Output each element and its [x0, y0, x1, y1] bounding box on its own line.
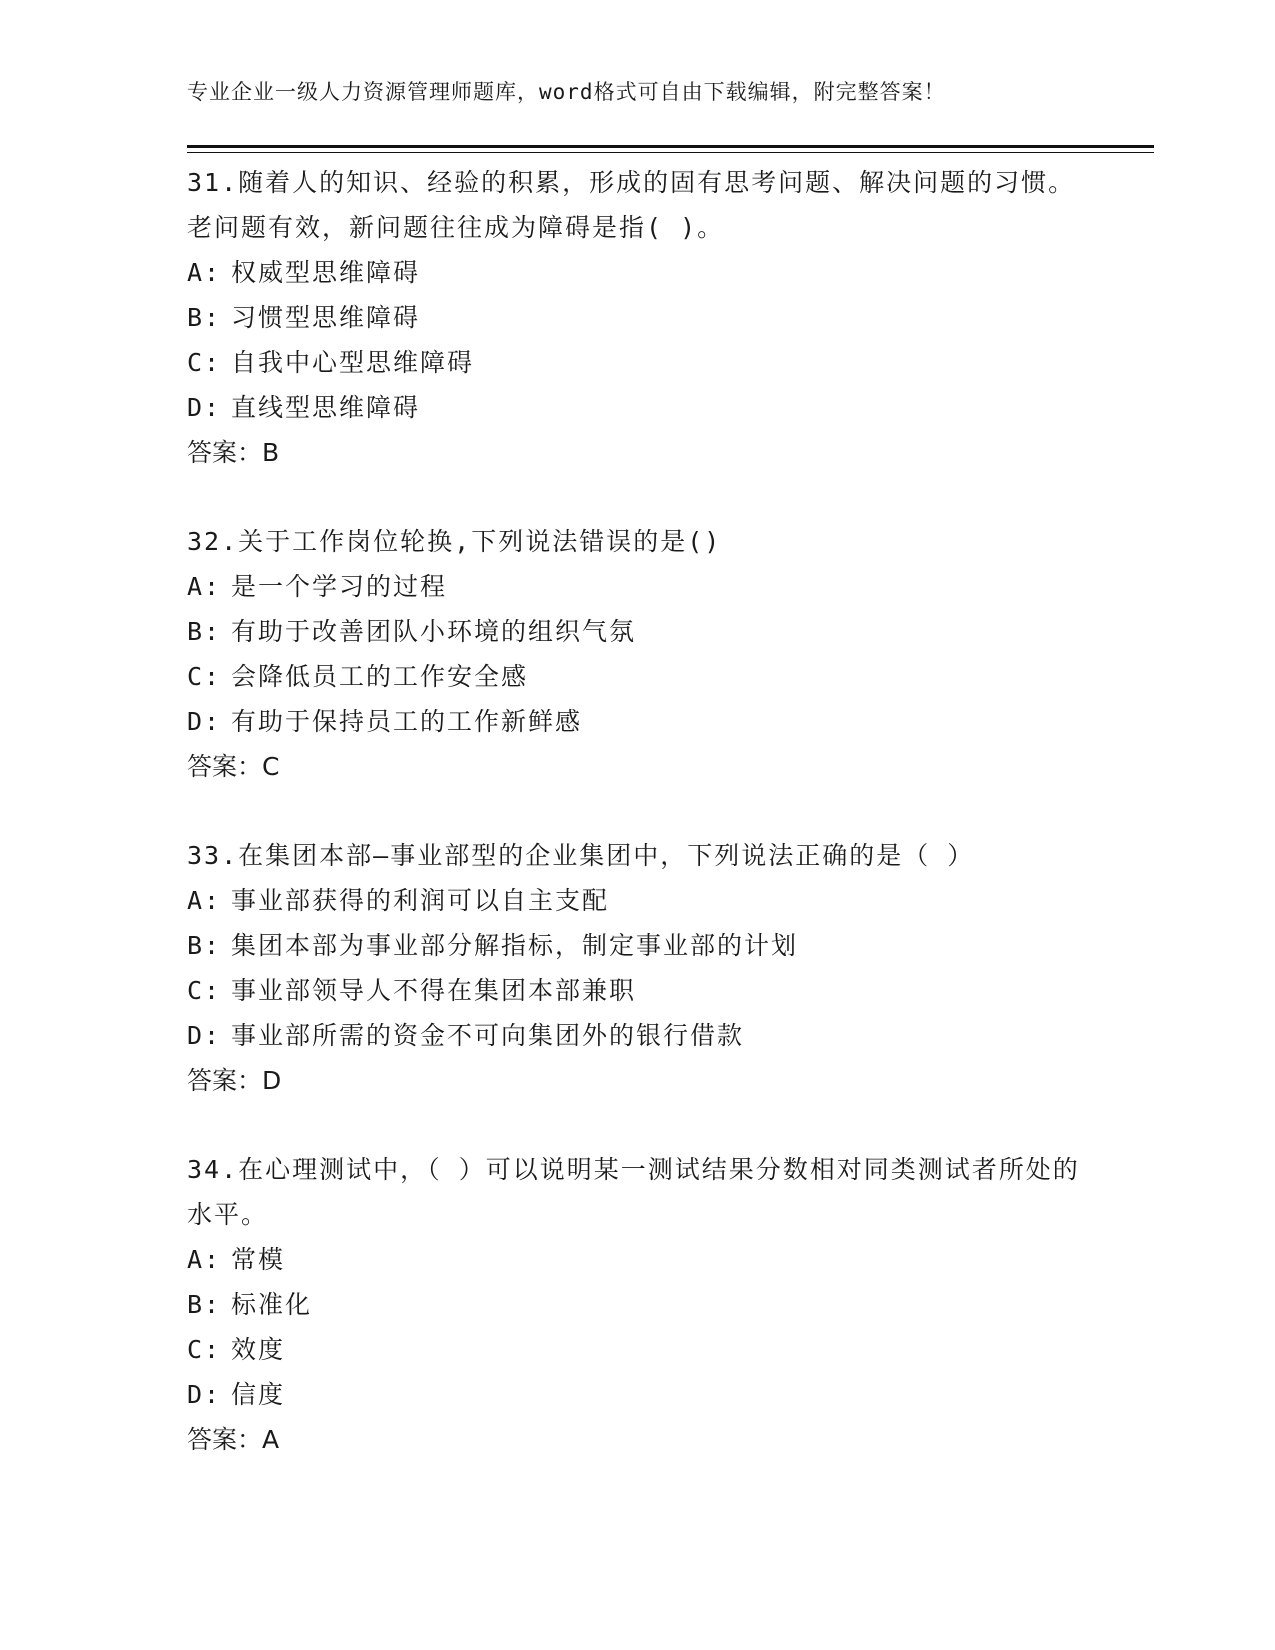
option-key: B: — [187, 617, 222, 646]
option-text: 事业部领导人不得在集团本部兼职 — [231, 976, 637, 1005]
question-stem: 31.随着人的知识、经验的积累，形成的固有思考问题、解决问题的习惯。老问题有效，新问题往往成为障碍是指( )。 — [187, 168, 1076, 242]
answer-line: 答案：C — [187, 752, 280, 781]
option-b — [187, 923, 1087, 968]
option-c — [187, 654, 1087, 699]
option-text: 效度 — [231, 1335, 286, 1364]
option-a — [187, 1237, 1087, 1282]
option-text: 集团本部为事业部分解指标，制定事业部的计划 — [231, 931, 799, 960]
page-header: 专业企业一级人力资源管理师题库，word格式可自由下载编辑，附完整答案！ — [187, 80, 946, 104]
option-b — [187, 609, 1087, 654]
answer-line: 答案：B — [187, 438, 280, 467]
answer-line: 答案：D — [187, 1066, 282, 1095]
option-key: D: — [187, 1380, 222, 1409]
option-key: D: — [187, 707, 222, 736]
option-text: 会降低员工的工作安全感 — [231, 662, 529, 691]
option-d — [187, 699, 1087, 744]
option-key: B: — [187, 931, 222, 960]
option-b — [187, 295, 1087, 340]
option-c — [187, 968, 1087, 1013]
option-text: 是一个学习的过程 — [231, 572, 448, 601]
option-key: A: — [187, 1245, 222, 1274]
option-key: C: — [187, 662, 222, 691]
option-text: 事业部获得的利润可以自主支配 — [231, 886, 610, 915]
option-text: 权威型思维障碍 — [231, 258, 421, 287]
option-a — [187, 878, 1087, 923]
header-rule-thin — [187, 152, 1154, 153]
option-text: 有助于改善团队小环境的组织气氛 — [231, 617, 637, 646]
option-a — [187, 250, 1087, 295]
option-d — [187, 1013, 1087, 1058]
answer-line: 答案：A — [187, 1425, 280, 1454]
question-stem: 33.在集团本部—事业部型的企业集团中，下列说法正确的是（ ） — [187, 841, 975, 870]
option-key: A: — [187, 258, 222, 287]
option-key: B: — [187, 303, 222, 332]
header-rule-thick — [187, 145, 1154, 148]
question-list — [187, 160, 1087, 1462]
option-text: 直线型思维障碍 — [231, 393, 421, 422]
option-text: 信度 — [231, 1380, 286, 1409]
option-key: A: — [187, 886, 222, 915]
option-text: 有助于保持员工的工作新鲜感 — [231, 707, 583, 736]
option-a — [187, 564, 1087, 609]
option-c — [187, 1327, 1087, 1372]
question-34 — [187, 1147, 1087, 1462]
option-b — [187, 1282, 1087, 1327]
option-key: D: — [187, 393, 222, 422]
option-key: C: — [187, 1335, 222, 1364]
question-stem: 32.关于工作岗位轮换,下列说法错误的是() — [187, 527, 722, 556]
option-d — [187, 1372, 1087, 1417]
option-text: 标准化 — [231, 1290, 313, 1319]
option-key: D: — [187, 1021, 222, 1050]
option-text: 事业部所需的资金不可向集团外的银行借款 — [231, 1021, 745, 1050]
question-33 — [187, 833, 1087, 1103]
option-key: A: — [187, 572, 222, 601]
option-c — [187, 340, 1087, 385]
question-stem: 34.在心理测试中，（ ）可以说明某一测试结果分数相对同类测试者所处的水平。 — [187, 1155, 1080, 1229]
option-key: B: — [187, 1290, 222, 1319]
option-text: 习惯型思维障碍 — [231, 303, 421, 332]
option-text: 自我中心型思维障碍 — [231, 348, 475, 377]
option-d — [187, 385, 1087, 430]
option-key: C: — [187, 976, 222, 1005]
question-32 — [187, 519, 1087, 789]
option-text: 常模 — [231, 1245, 286, 1274]
option-key: C: — [187, 348, 222, 377]
question-31 — [187, 160, 1087, 475]
